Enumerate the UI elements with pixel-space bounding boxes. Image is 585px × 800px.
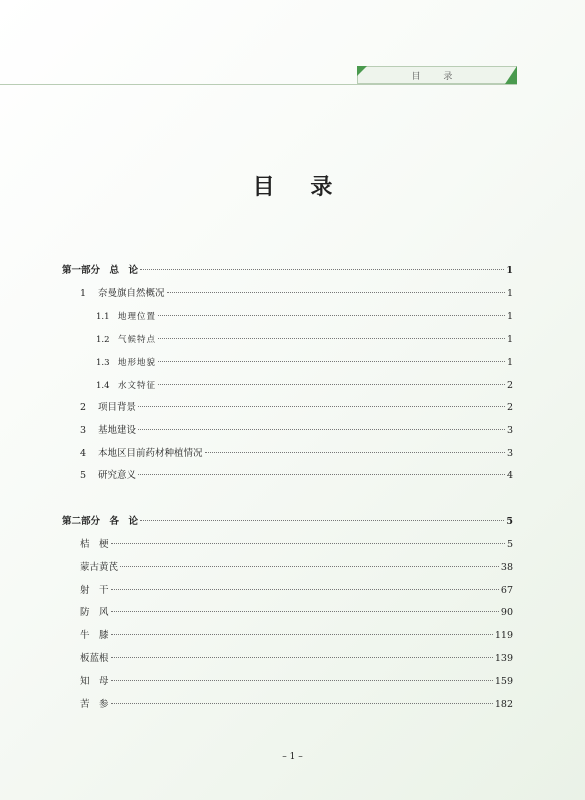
- toc-part1-row[interactable]: [62, 264, 513, 278]
- toc-page-number: 119: [494, 630, 513, 641]
- toc-page-number: 5: [506, 516, 513, 527]
- toc-item-label: 射 干: [80, 585, 109, 596]
- leader-dots: [111, 589, 499, 590]
- leader-dots: [205, 452, 505, 453]
- leader-dots: [138, 474, 505, 475]
- leader-dots: [167, 292, 505, 293]
- toc-row[interactable]: [80, 629, 513, 643]
- toc-page-number: 3: [506, 425, 513, 436]
- toc-item-label: 本地区目前药材种植情况: [98, 448, 203, 459]
- toc-page-number: 5: [506, 539, 513, 550]
- toc-row[interactable]: [80, 561, 513, 575]
- leader-dots: [111, 657, 493, 658]
- toc-page-number: 3: [506, 448, 513, 459]
- toc-item-label: 奈曼旗自然概况: [98, 288, 165, 299]
- toc-item-number: 1: [80, 288, 87, 299]
- toc-row[interactable]: [96, 379, 513, 393]
- header-tab-label: 目 录: [411, 71, 463, 82]
- toc-item-number: 1.4: [96, 381, 110, 391]
- toc-row[interactable]: [80, 538, 513, 552]
- toc-page-number: 4: [506, 470, 513, 481]
- leader-dots: [111, 611, 499, 612]
- toc-item-number: 3: [80, 425, 87, 436]
- toc-item-label: 桔 梗: [80, 539, 109, 550]
- leader-dots: [111, 680, 493, 681]
- toc-part2-label: 第二部分 各 论: [62, 516, 139, 527]
- toc-page-number: 38: [500, 562, 513, 573]
- toc-page-number: 1: [506, 334, 513, 345]
- toc-item-label: 地形地貌: [118, 358, 157, 368]
- toc-row[interactable]: [96, 333, 513, 347]
- toc-item-label: 研究意义: [98, 470, 137, 481]
- leader-dots: [138, 429, 505, 430]
- toc-page-number: 1: [506, 288, 513, 299]
- leader-dots: [140, 269, 504, 270]
- toc-item-label: 牛 膝: [80, 630, 109, 641]
- toc-page-number: 2: [506, 402, 513, 413]
- leader-dots: [120, 566, 499, 567]
- leader-dots: [111, 634, 493, 635]
- toc-page-number: 139: [494, 653, 513, 664]
- toc-item-number: 1.1: [96, 312, 110, 322]
- header-tab-right-corner: [505, 66, 517, 84]
- toc-item-label: 知 母: [80, 676, 109, 687]
- leader-dots: [158, 384, 505, 385]
- toc-item-label: 地理位置: [118, 312, 157, 322]
- toc-page-number: 2: [506, 380, 513, 391]
- toc-item-label: 苦 参: [80, 699, 109, 710]
- toc-row[interactable]: [80, 424, 513, 438]
- toc-row[interactable]: [80, 401, 513, 415]
- toc-item-number: 1.3: [96, 358, 110, 368]
- toc-row[interactable]: [80, 447, 513, 461]
- toc-item-label: 水文特征: [118, 381, 157, 391]
- toc-page-number: 67: [500, 585, 513, 596]
- leader-dots: [158, 361, 505, 362]
- leader-dots: [111, 543, 505, 544]
- toc-item-number: 2: [80, 402, 87, 413]
- toc-item-label: 蒙古黄芪: [80, 562, 119, 573]
- toc-part1-label: 第一部分 总 论: [62, 265, 139, 276]
- toc-row[interactable]: [80, 652, 513, 666]
- toc-row[interactable]: [80, 469, 513, 483]
- header-rule: [0, 84, 517, 85]
- leader-dots: [138, 406, 505, 407]
- toc-item-number: 4: [80, 448, 87, 459]
- toc-row[interactable]: [80, 287, 513, 301]
- footer-page-number: – 1 –: [282, 752, 303, 762]
- toc-item-label: 防 风: [80, 607, 109, 618]
- toc-item-number: 5: [80, 470, 87, 481]
- toc-page-number: 1: [506, 265, 513, 276]
- toc-page-number: 159: [494, 676, 513, 687]
- toc-item-label: 基地建设: [98, 425, 137, 436]
- header-tab: [357, 66, 517, 84]
- toc-row[interactable]: [96, 356, 513, 370]
- toc-row[interactable]: [80, 675, 513, 689]
- toc-page-number: 90: [500, 607, 513, 618]
- toc-item-number: 1.2: [96, 335, 110, 345]
- page-title: 目 录: [252, 174, 347, 200]
- toc-page-number: 1: [506, 311, 513, 322]
- leader-dots: [140, 520, 504, 521]
- leader-dots: [158, 315, 505, 316]
- toc-part2-row[interactable]: [62, 515, 513, 529]
- toc-row[interactable]: [80, 606, 513, 620]
- toc-item-label: 气候特点: [118, 335, 157, 345]
- toc-item-label: 项目背景: [98, 402, 137, 413]
- toc-row[interactable]: [96, 310, 513, 324]
- leader-dots: [158, 338, 505, 339]
- toc-item-label: 板蓝根: [80, 653, 109, 664]
- header-tab-left-corner: [357, 66, 367, 76]
- leader-dots: [111, 703, 493, 704]
- toc-page-number: 1: [506, 357, 513, 368]
- toc-page-number: 182: [494, 699, 513, 710]
- toc-row[interactable]: [80, 584, 513, 598]
- toc-row[interactable]: [80, 698, 513, 712]
